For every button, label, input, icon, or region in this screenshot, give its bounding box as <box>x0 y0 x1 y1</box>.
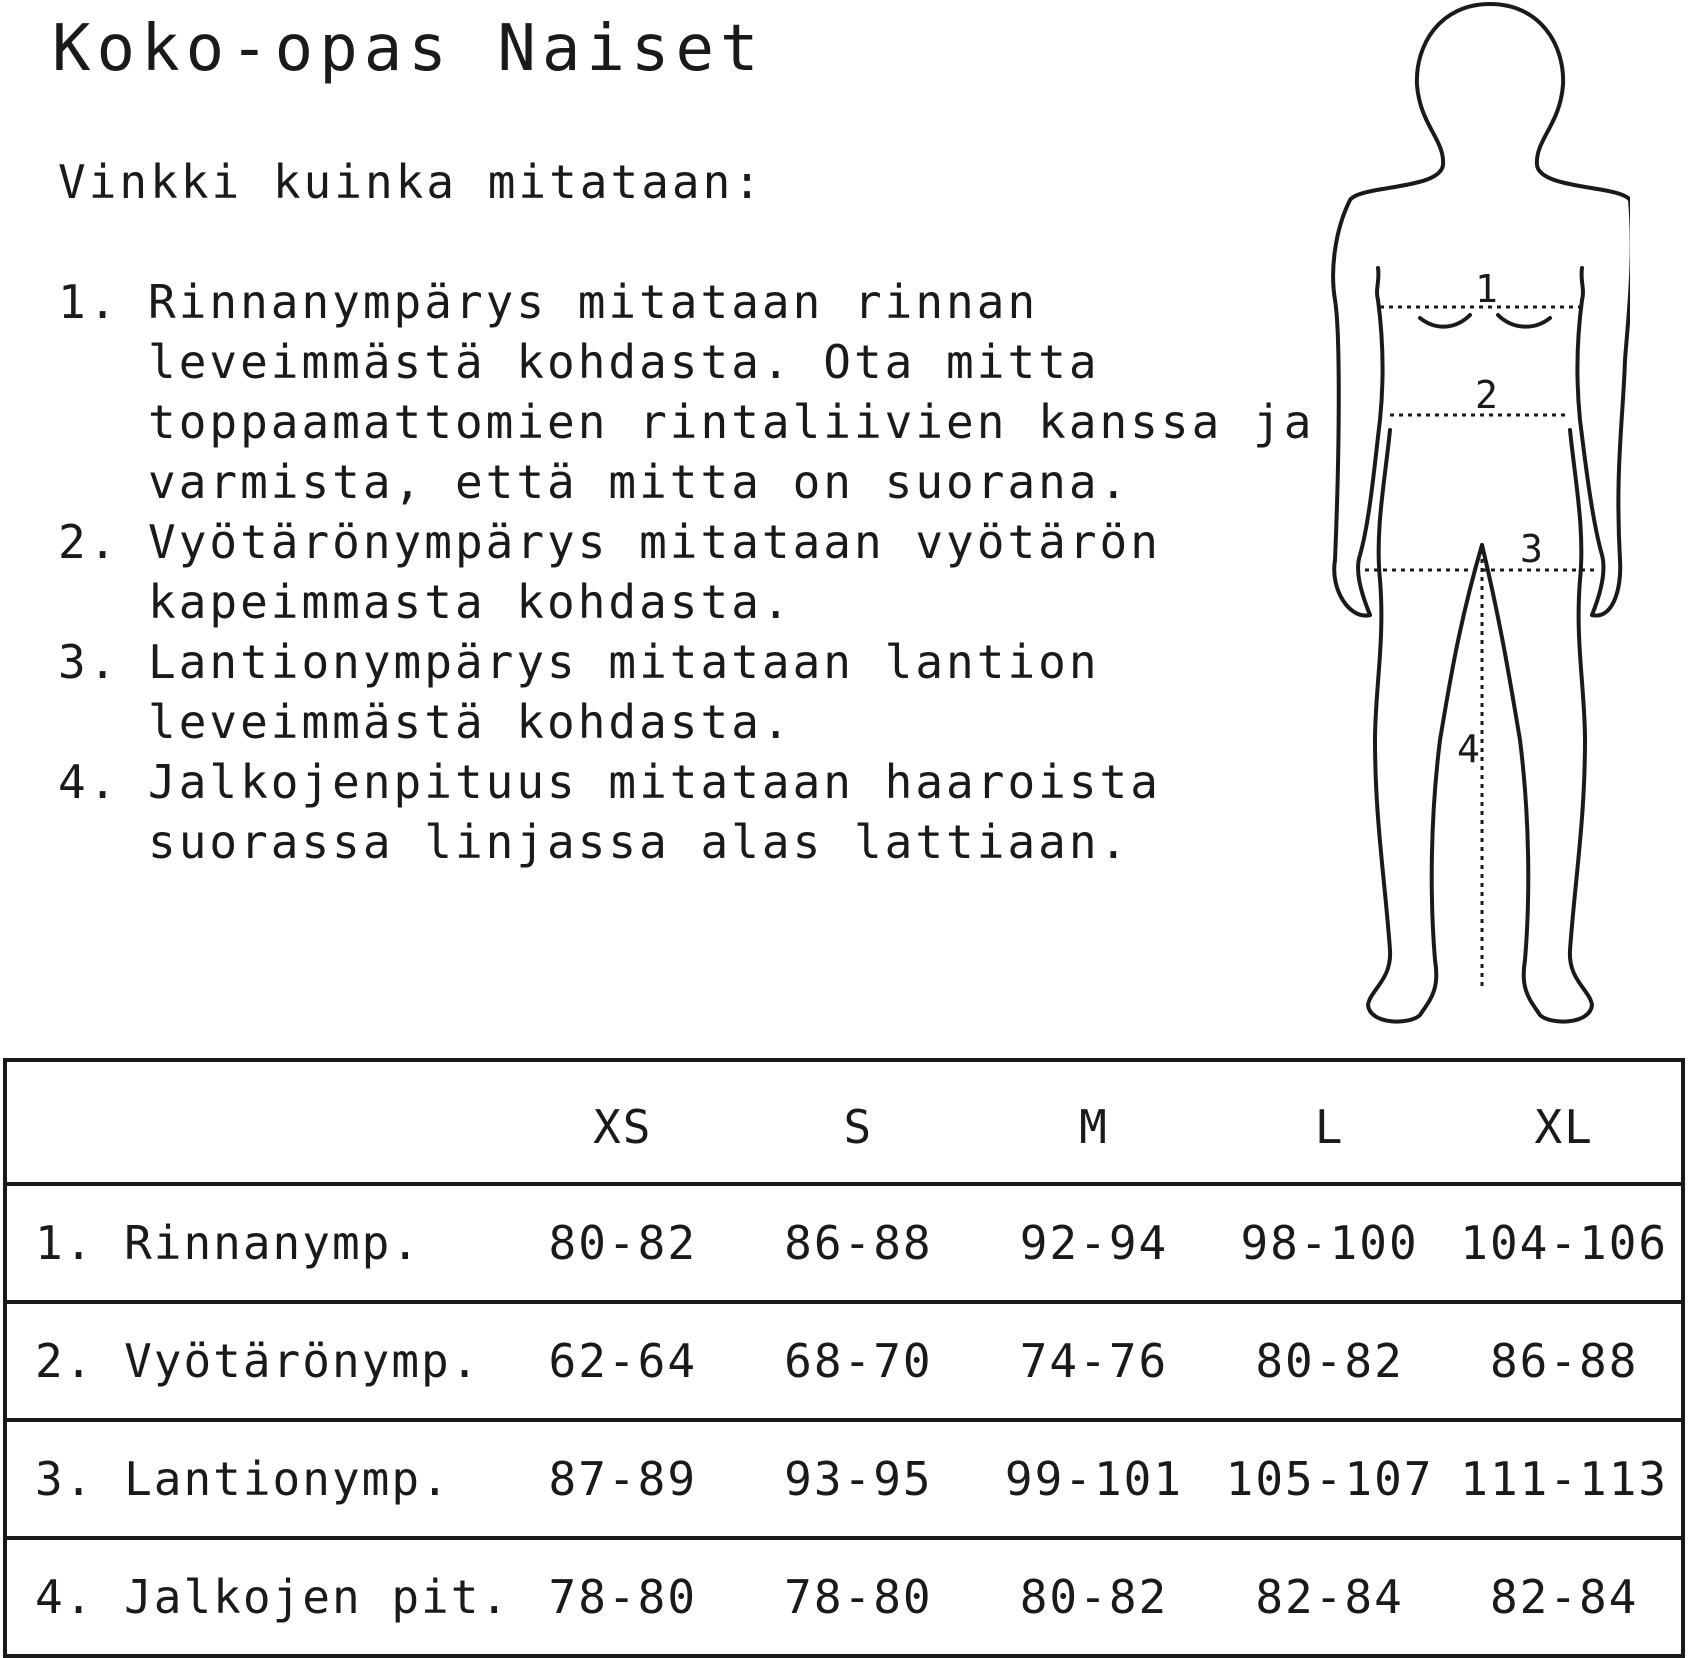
table-cell: 105-107 <box>1212 1420 1448 1538</box>
header-s: S <box>843 1100 874 1154</box>
row-label: 3. Lantionymp. <box>5 1420 505 1538</box>
table-cell: 92-94 <box>976 1184 1212 1302</box>
table-row <box>5 1302 1683 1420</box>
table-cell: 86-88 <box>1447 1302 1683 1420</box>
table-row <box>5 1420 1683 1538</box>
table-cell: 74-76 <box>976 1302 1212 1420</box>
row-label: 2. Vyötärönymp. <box>5 1302 505 1420</box>
table-cell: 80-82 <box>976 1538 1212 1656</box>
step-text: Lantionympärys mitataan lantion leveimmästä kohdasta. <box>148 635 1100 749</box>
header-xs: XS <box>593 1100 653 1154</box>
size-table <box>3 1058 1685 1658</box>
step-text: Vyötärönympärys mitataan vyötärön kapeimmasta kohdasta. <box>148 515 1161 629</box>
table-row <box>5 1538 1683 1656</box>
step-number: 1. <box>58 275 120 329</box>
step-text: Jalkojenpituus mitataan haaroista suorassa linjassa alas lattiaan. <box>148 755 1161 869</box>
step-item <box>58 512 1318 632</box>
body-measurement-figure <box>1330 0 1630 1030</box>
page-title: Koko-opas Naiset <box>52 12 765 86</box>
body-outline-icon <box>1330 0 1630 1030</box>
table-cell: 98-100 <box>1212 1184 1448 1302</box>
table-cell: 99-101 <box>976 1420 1212 1538</box>
table-cell: 104-106 <box>1447 1184 1683 1302</box>
table-cell: 78-80 <box>505 1538 741 1656</box>
table-row <box>5 1184 1683 1302</box>
table-cell: 80-82 <box>1212 1302 1448 1420</box>
table-cell: 86-88 <box>741 1184 977 1302</box>
hip-label: 3 <box>1520 527 1543 571</box>
step-item <box>58 272 1318 512</box>
table-cell: 82-84 <box>1212 1538 1448 1656</box>
table-cell: 78-80 <box>741 1538 977 1656</box>
header-m: M <box>1079 1100 1109 1154</box>
inseam-label: 4 <box>1457 727 1480 771</box>
table-cell: 68-70 <box>741 1302 977 1420</box>
size-header-row <box>5 1060 1683 1184</box>
row-label: 1. Rinnanymp. <box>5 1184 505 1302</box>
table-cell: 111-113 <box>1447 1420 1683 1538</box>
header-l: L <box>1314 1100 1345 1154</box>
table-cell: 93-95 <box>741 1420 977 1538</box>
measuring-tip-heading: Vinkki kuinka mitataan: <box>58 155 764 209</box>
step-item <box>58 752 1318 872</box>
step-item <box>58 632 1318 752</box>
step-number: 2. <box>58 515 120 569</box>
table-cell: 80-82 <box>505 1184 741 1302</box>
row-label: 4. Jalkojen pit. <box>5 1538 505 1656</box>
header-empty <box>5 1060 505 1184</box>
waist-label: 2 <box>1475 373 1498 417</box>
step-number: 3. <box>58 635 120 689</box>
step-number: 4. <box>58 755 120 809</box>
bust-label: 1 <box>1475 267 1498 311</box>
header-xl: XL <box>1534 1100 1594 1154</box>
measuring-steps <box>58 272 1318 872</box>
table-cell: 62-64 <box>505 1302 741 1420</box>
step-text: Rinnanympärys mitataan rinnan leveimmästä kohdasta. Ota mitta toppaamattomien rintaliivien kanssa ja varmista, että mitta on suorana. <box>148 275 1315 509</box>
table-cell: 87-89 <box>505 1420 741 1538</box>
table-cell: 82-84 <box>1447 1538 1683 1656</box>
